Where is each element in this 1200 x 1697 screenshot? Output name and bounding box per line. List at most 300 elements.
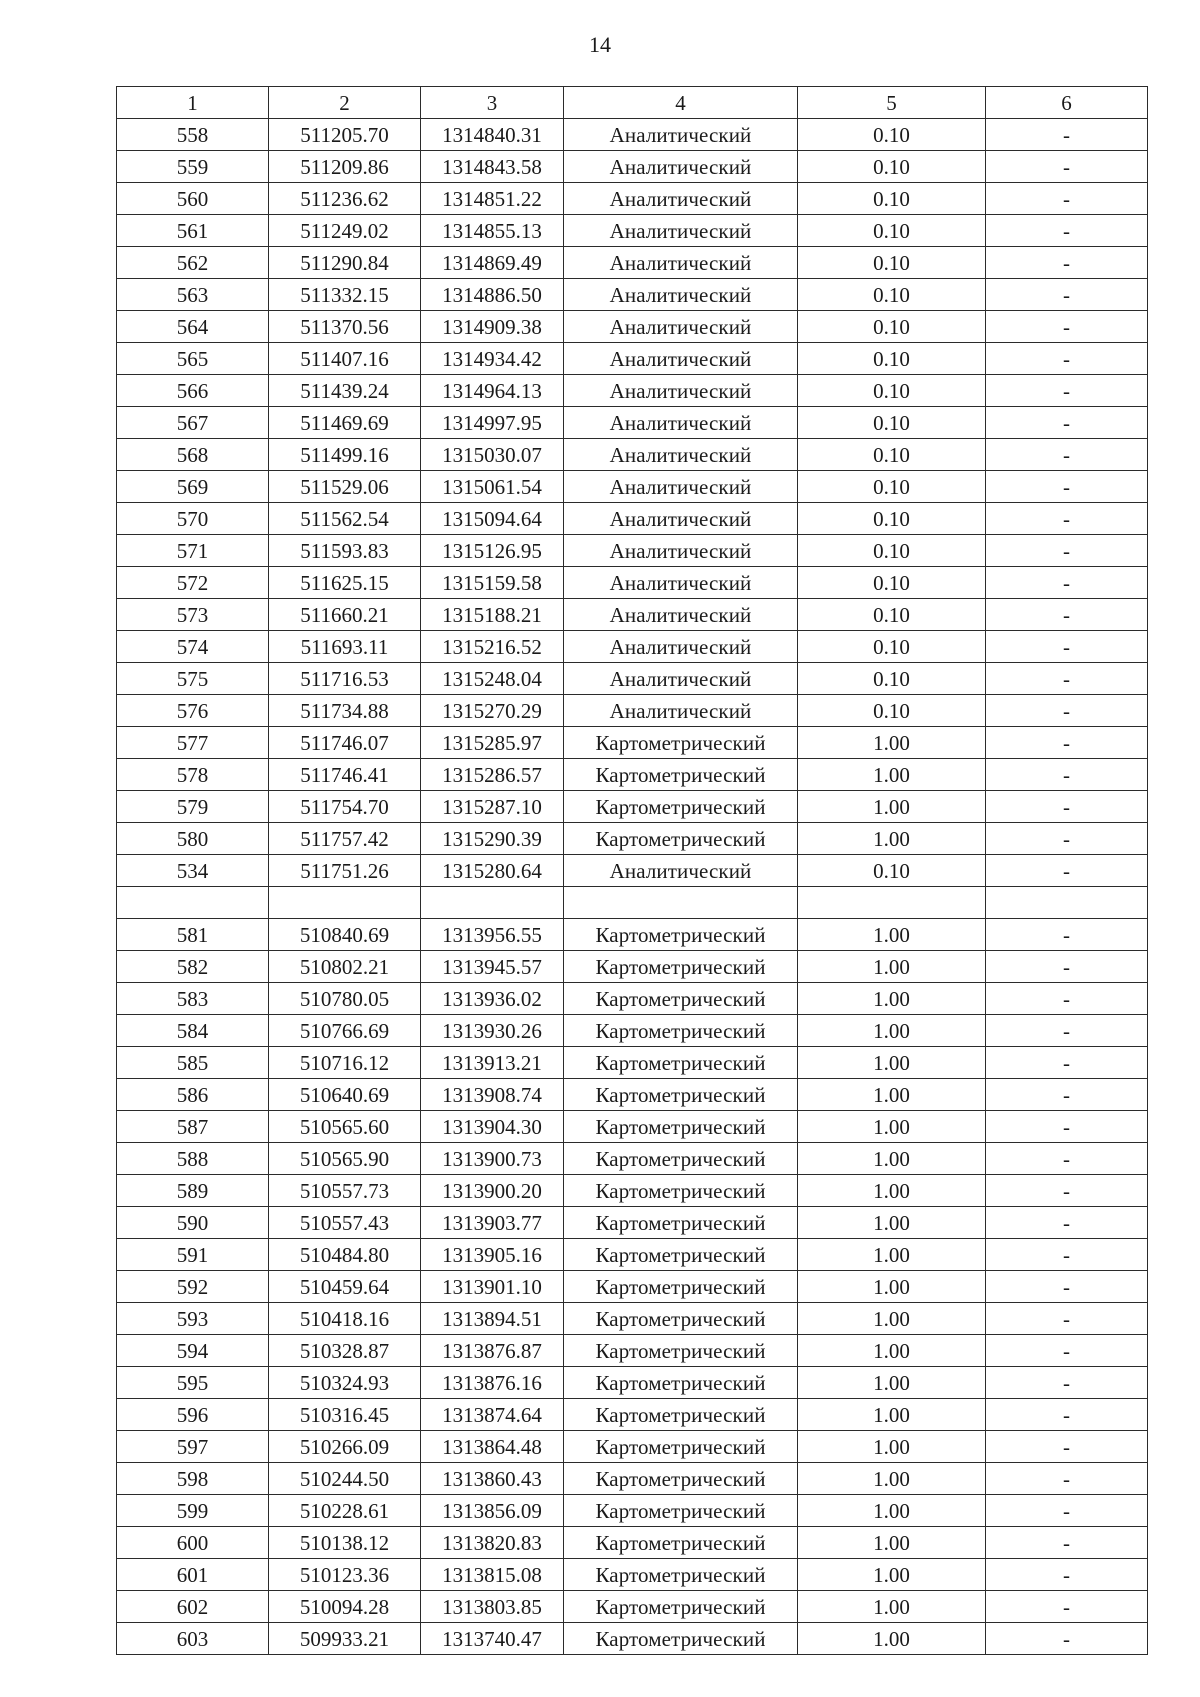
table-row: [117, 407, 1148, 439]
x-coordinate-cell: 511751.26: [269, 855, 421, 887]
accuracy-cell: 1.00: [798, 1335, 986, 1367]
method-cell: Аналитический: [564, 375, 798, 407]
accuracy-cell: 1.00: [798, 1431, 986, 1463]
note-cell: -: [986, 279, 1148, 311]
method-cell: Картометрический: [564, 1015, 798, 1047]
method-cell: Аналитический: [564, 535, 798, 567]
accuracy-cell: 1.00: [798, 983, 986, 1015]
x-coordinate-cell: 510418.16: [269, 1303, 421, 1335]
note-cell: -: [986, 343, 1148, 375]
point-number-cell: 601: [117, 1559, 269, 1591]
table-row: [117, 1495, 1148, 1527]
x-coordinate-cell: 510328.87: [269, 1335, 421, 1367]
point-number-cell: 588: [117, 1143, 269, 1175]
point-number-cell: 562: [117, 247, 269, 279]
y-coordinate-cell: 1314964.13: [421, 375, 564, 407]
table-row: [117, 599, 1148, 631]
method-cell: Аналитический: [564, 599, 798, 631]
method-cell: Картометрический: [564, 1239, 798, 1271]
accuracy-cell: 0.10: [798, 567, 986, 599]
point-number-cell: 573: [117, 599, 269, 631]
table-row: [117, 1079, 1148, 1111]
method-cell: Картометрический: [564, 823, 798, 855]
method-cell: Картометрический: [564, 1591, 798, 1623]
table-row: [117, 983, 1148, 1015]
method-cell: Аналитический: [564, 631, 798, 663]
method-cell: Картометрический: [564, 1463, 798, 1495]
accuracy-cell: 1.00: [798, 1303, 986, 1335]
y-coordinate-cell: 1313905.16: [421, 1239, 564, 1271]
note-cell: -: [986, 215, 1148, 247]
x-coordinate-cell: 510565.90: [269, 1143, 421, 1175]
accuracy-cell: 0.10: [798, 471, 986, 503]
x-coordinate-cell: 510123.36: [269, 1559, 421, 1591]
point-number-cell: [117, 887, 269, 919]
table-row: [117, 1207, 1148, 1239]
x-coordinate-cell: 511209.86: [269, 151, 421, 183]
note-cell: -: [986, 375, 1148, 407]
accuracy-cell: [798, 887, 986, 919]
y-coordinate-cell: 1315287.10: [421, 791, 564, 823]
point-number-cell: 580: [117, 823, 269, 855]
accuracy-cell: 1.00: [798, 1239, 986, 1271]
note-cell: -: [986, 1591, 1148, 1623]
y-coordinate-cell: 1315061.54: [421, 471, 564, 503]
y-coordinate-cell: 1313874.64: [421, 1399, 564, 1431]
y-coordinate-cell: 1314997.95: [421, 407, 564, 439]
table-row: [117, 1463, 1148, 1495]
table-row: [117, 535, 1148, 567]
note-cell: -: [986, 535, 1148, 567]
note-cell: -: [986, 567, 1148, 599]
accuracy-cell: 1.00: [798, 1143, 986, 1175]
x-coordinate-cell: 511734.88: [269, 695, 421, 727]
method-cell: Аналитический: [564, 247, 798, 279]
accuracy-cell: 0.10: [798, 439, 986, 471]
y-coordinate-cell: 1313803.85: [421, 1591, 564, 1623]
note-cell: -: [986, 1207, 1148, 1239]
accuracy-cell: 1.00: [798, 1527, 986, 1559]
method-cell: [564, 887, 798, 919]
x-coordinate-cell: 510484.80: [269, 1239, 421, 1271]
method-cell: Картометрический: [564, 1207, 798, 1239]
accuracy-cell: 1.00: [798, 759, 986, 791]
method-cell: Картометрический: [564, 1335, 798, 1367]
note-cell: -: [986, 1623, 1148, 1655]
method-cell: Аналитический: [564, 119, 798, 151]
table-row: [117, 855, 1148, 887]
table-row: [117, 1047, 1148, 1079]
accuracy-cell: 1.00: [798, 1495, 986, 1527]
method-cell: Картометрический: [564, 1367, 798, 1399]
method-cell: Аналитический: [564, 471, 798, 503]
x-coordinate-cell: 510557.43: [269, 1207, 421, 1239]
note-cell: -: [986, 439, 1148, 471]
x-coordinate-cell: 511236.62: [269, 183, 421, 215]
x-coordinate-cell: 510565.60: [269, 1111, 421, 1143]
note-cell: -: [986, 503, 1148, 535]
method-cell: Аналитический: [564, 343, 798, 375]
accuracy-cell: 1.00: [798, 1559, 986, 1591]
y-coordinate-cell: 1315126.95: [421, 535, 564, 567]
accuracy-cell: 1.00: [798, 1591, 986, 1623]
table-row: [117, 1559, 1148, 1591]
method-cell: Аналитический: [564, 503, 798, 535]
y-coordinate-cell: 1315290.39: [421, 823, 564, 855]
note-cell: -: [986, 183, 1148, 215]
method-cell: Картометрический: [564, 983, 798, 1015]
point-number-cell: 571: [117, 535, 269, 567]
y-coordinate-cell: 1314934.42: [421, 343, 564, 375]
y-coordinate-cell: 1313876.16: [421, 1367, 564, 1399]
table-row: [117, 951, 1148, 983]
point-number-cell: 576: [117, 695, 269, 727]
x-coordinate-cell: 510324.93: [269, 1367, 421, 1399]
note-cell: -: [986, 1527, 1148, 1559]
accuracy-cell: 0.10: [798, 343, 986, 375]
table-header-row: [117, 87, 1148, 119]
table-separator-row: [117, 887, 1148, 919]
method-cell: Картометрический: [564, 1111, 798, 1143]
table-row: [117, 791, 1148, 823]
method-cell: Картометрический: [564, 1047, 798, 1079]
note-cell: -: [986, 1431, 1148, 1463]
x-coordinate-cell: 510094.28: [269, 1591, 421, 1623]
point-number-cell: 569: [117, 471, 269, 503]
point-number-cell: 581: [117, 919, 269, 951]
note-cell: -: [986, 151, 1148, 183]
accuracy-cell: 1.00: [798, 1623, 986, 1655]
x-coordinate-cell: 511499.16: [269, 439, 421, 471]
point-number-cell: 574: [117, 631, 269, 663]
x-coordinate-cell: 510228.61: [269, 1495, 421, 1527]
accuracy-cell: 1.00: [798, 1175, 986, 1207]
method-cell: Аналитический: [564, 663, 798, 695]
x-coordinate-cell: 510459.64: [269, 1271, 421, 1303]
x-coordinate-cell: 511625.15: [269, 567, 421, 599]
x-coordinate-cell: 511290.84: [269, 247, 421, 279]
point-number-cell: 534: [117, 855, 269, 887]
note-cell: -: [986, 791, 1148, 823]
point-number-cell: 583: [117, 983, 269, 1015]
point-number-cell: 598: [117, 1463, 269, 1495]
accuracy-cell: 1.00: [798, 1271, 986, 1303]
table-row: [117, 215, 1148, 247]
note-cell: -: [986, 1271, 1148, 1303]
point-number-cell: 587: [117, 1111, 269, 1143]
accuracy-cell: 1.00: [798, 951, 986, 983]
table-row: [117, 1623, 1148, 1655]
x-coordinate-cell: 511693.11: [269, 631, 421, 663]
point-number-cell: 599: [117, 1495, 269, 1527]
y-coordinate-cell: 1313913.21: [421, 1047, 564, 1079]
y-coordinate-cell: 1315216.52: [421, 631, 564, 663]
column-header-1: 1: [117, 87, 269, 119]
point-number-cell: 578: [117, 759, 269, 791]
accuracy-cell: 1.00: [798, 1207, 986, 1239]
method-cell: Картометрический: [564, 1495, 798, 1527]
note-cell: [986, 887, 1148, 919]
method-cell: Картометрический: [564, 919, 798, 951]
y-coordinate-cell: 1314855.13: [421, 215, 564, 247]
x-coordinate-cell: 511469.69: [269, 407, 421, 439]
note-cell: -: [986, 631, 1148, 663]
table-row: [117, 1367, 1148, 1399]
y-coordinate-cell: 1313876.87: [421, 1335, 564, 1367]
accuracy-cell: 0.10: [798, 631, 986, 663]
point-number-cell: 602: [117, 1591, 269, 1623]
table-row: [117, 1303, 1148, 1335]
table-row: [117, 503, 1148, 535]
method-cell: Аналитический: [564, 407, 798, 439]
y-coordinate-cell: 1314909.38: [421, 311, 564, 343]
point-number-cell: 597: [117, 1431, 269, 1463]
note-cell: -: [986, 1303, 1148, 1335]
accuracy-cell: 1.00: [798, 791, 986, 823]
x-coordinate-cell: 510640.69: [269, 1079, 421, 1111]
x-coordinate-cell: 509933.21: [269, 1623, 421, 1655]
y-coordinate-cell: 1315030.07: [421, 439, 564, 471]
table-row: [117, 1239, 1148, 1271]
y-coordinate-cell: 1313904.30: [421, 1111, 564, 1143]
accuracy-cell: 0.10: [798, 183, 986, 215]
note-cell: -: [986, 1399, 1148, 1431]
table-row: [117, 567, 1148, 599]
x-coordinate-cell: 511660.21: [269, 599, 421, 631]
x-coordinate-cell: 510244.50: [269, 1463, 421, 1495]
x-coordinate-cell: 511370.56: [269, 311, 421, 343]
accuracy-cell: 1.00: [798, 1015, 986, 1047]
note-cell: -: [986, 1143, 1148, 1175]
note-cell: -: [986, 695, 1148, 727]
note-cell: -: [986, 951, 1148, 983]
x-coordinate-cell: 510716.12: [269, 1047, 421, 1079]
x-coordinate-cell: 511716.53: [269, 663, 421, 695]
table-row: [117, 1431, 1148, 1463]
note-cell: -: [986, 1463, 1148, 1495]
y-coordinate-cell: 1315159.58: [421, 567, 564, 599]
y-coordinate-cell: 1313956.55: [421, 919, 564, 951]
y-coordinate-cell: 1313945.57: [421, 951, 564, 983]
method-cell: Картометрический: [564, 1143, 798, 1175]
y-coordinate-cell: 1315248.04: [421, 663, 564, 695]
y-coordinate-cell: 1315286.57: [421, 759, 564, 791]
note-cell: -: [986, 1239, 1148, 1271]
y-coordinate-cell: 1314851.22: [421, 183, 564, 215]
point-number-cell: 591: [117, 1239, 269, 1271]
table-row: [117, 727, 1148, 759]
note-cell: -: [986, 727, 1148, 759]
y-coordinate-cell: 1313936.02: [421, 983, 564, 1015]
table-row: [117, 663, 1148, 695]
x-coordinate-cell: 511332.15: [269, 279, 421, 311]
x-coordinate-cell: 511529.06: [269, 471, 421, 503]
y-coordinate-cell: 1315270.29: [421, 695, 564, 727]
method-cell: Аналитический: [564, 695, 798, 727]
point-number-cell: 585: [117, 1047, 269, 1079]
x-coordinate-cell: 510780.05: [269, 983, 421, 1015]
method-cell: Аналитический: [564, 183, 798, 215]
point-number-cell: 568: [117, 439, 269, 471]
x-coordinate-cell: 510802.21: [269, 951, 421, 983]
table-row: [117, 1111, 1148, 1143]
point-number-cell: 592: [117, 1271, 269, 1303]
table-row: [117, 1591, 1148, 1623]
accuracy-cell: 0.10: [798, 599, 986, 631]
table-row: [117, 247, 1148, 279]
accuracy-cell: 1.00: [798, 1463, 986, 1495]
note-cell: -: [986, 1335, 1148, 1367]
point-number-cell: 563: [117, 279, 269, 311]
accuracy-cell: 0.10: [798, 663, 986, 695]
point-number-cell: 558: [117, 119, 269, 151]
accuracy-cell: 0.10: [798, 855, 986, 887]
method-cell: Картометрический: [564, 1623, 798, 1655]
table-row: [117, 1175, 1148, 1207]
method-cell: Картометрический: [564, 1431, 798, 1463]
table-body: [117, 87, 1148, 1655]
method-cell: Картометрический: [564, 1559, 798, 1591]
accuracy-cell: 1.00: [798, 727, 986, 759]
y-coordinate-cell: 1313908.74: [421, 1079, 564, 1111]
accuracy-cell: 1.00: [798, 1367, 986, 1399]
accuracy-cell: 0.10: [798, 407, 986, 439]
table-row: [117, 1335, 1148, 1367]
note-cell: -: [986, 311, 1148, 343]
method-cell: Аналитический: [564, 311, 798, 343]
x-coordinate-cell: 511757.42: [269, 823, 421, 855]
accuracy-cell: 0.10: [798, 375, 986, 407]
y-coordinate-cell: 1314843.58: [421, 151, 564, 183]
y-coordinate-cell: 1313900.73: [421, 1143, 564, 1175]
table-row: [117, 439, 1148, 471]
point-number-cell: 565: [117, 343, 269, 375]
point-number-cell: 566: [117, 375, 269, 407]
method-cell: Картометрический: [564, 1303, 798, 1335]
table-row: [117, 1527, 1148, 1559]
table-row: [117, 823, 1148, 855]
column-header-5: 5: [798, 87, 986, 119]
note-cell: -: [986, 1367, 1148, 1399]
method-cell: Картометрический: [564, 1079, 798, 1111]
column-header-4: 4: [564, 87, 798, 119]
table-row: [117, 631, 1148, 663]
column-header-6: 6: [986, 87, 1148, 119]
y-coordinate-cell: [421, 887, 564, 919]
table-row: [117, 343, 1148, 375]
y-coordinate-cell: 1313864.48: [421, 1431, 564, 1463]
table-row: [117, 279, 1148, 311]
y-coordinate-cell: 1313930.26: [421, 1015, 564, 1047]
accuracy-cell: 0.10: [798, 311, 986, 343]
point-number-cell: 579: [117, 791, 269, 823]
method-cell: Картометрический: [564, 951, 798, 983]
point-number-cell: 593: [117, 1303, 269, 1335]
method-cell: Аналитический: [564, 279, 798, 311]
y-coordinate-cell: 1315280.64: [421, 855, 564, 887]
note-cell: -: [986, 1559, 1148, 1591]
note-cell: -: [986, 1111, 1148, 1143]
y-coordinate-cell: 1315188.21: [421, 599, 564, 631]
note-cell: -: [986, 1175, 1148, 1207]
point-number-cell: 564: [117, 311, 269, 343]
accuracy-cell: 0.10: [798, 119, 986, 151]
point-number-cell: 595: [117, 1367, 269, 1399]
x-coordinate-cell: 511754.70: [269, 791, 421, 823]
note-cell: -: [986, 759, 1148, 791]
method-cell: Картометрический: [564, 1175, 798, 1207]
table-row: [117, 471, 1148, 503]
note-cell: -: [986, 919, 1148, 951]
note-cell: -: [986, 471, 1148, 503]
point-number-cell: 600: [117, 1527, 269, 1559]
accuracy-cell: 1.00: [798, 1047, 986, 1079]
x-coordinate-cell: [269, 887, 421, 919]
accuracy-cell: 1.00: [798, 823, 986, 855]
x-coordinate-cell: 511205.70: [269, 119, 421, 151]
accuracy-cell: 1.00: [798, 1399, 986, 1431]
point-number-cell: 577: [117, 727, 269, 759]
y-coordinate-cell: 1313903.77: [421, 1207, 564, 1239]
x-coordinate-cell: 510840.69: [269, 919, 421, 951]
point-number-cell: 572: [117, 567, 269, 599]
accuracy-cell: 0.10: [798, 535, 986, 567]
coordinates-table: [116, 86, 1148, 1655]
table-row: [117, 375, 1148, 407]
note-cell: -: [986, 247, 1148, 279]
y-coordinate-cell: 1313900.20: [421, 1175, 564, 1207]
y-coordinate-cell: 1313860.43: [421, 1463, 564, 1495]
x-coordinate-cell: 510138.12: [269, 1527, 421, 1559]
point-number-cell: 559: [117, 151, 269, 183]
method-cell: Аналитический: [564, 567, 798, 599]
x-coordinate-cell: 510266.09: [269, 1431, 421, 1463]
accuracy-cell: 0.10: [798, 247, 986, 279]
point-number-cell: 560: [117, 183, 269, 215]
accuracy-cell: 0.10: [798, 151, 986, 183]
method-cell: Картометрический: [564, 1527, 798, 1559]
table-row: [117, 919, 1148, 951]
note-cell: -: [986, 1495, 1148, 1527]
note-cell: -: [986, 599, 1148, 631]
y-coordinate-cell: 1313901.10: [421, 1271, 564, 1303]
accuracy-cell: 0.10: [798, 215, 986, 247]
method-cell: Картометрический: [564, 1399, 798, 1431]
x-coordinate-cell: 511562.54: [269, 503, 421, 535]
y-coordinate-cell: 1315094.64: [421, 503, 564, 535]
note-cell: -: [986, 855, 1148, 887]
x-coordinate-cell: 510557.73: [269, 1175, 421, 1207]
point-number-cell: 594: [117, 1335, 269, 1367]
note-cell: -: [986, 983, 1148, 1015]
note-cell: -: [986, 1079, 1148, 1111]
method-cell: Картометрический: [564, 727, 798, 759]
x-coordinate-cell: 511746.07: [269, 727, 421, 759]
point-number-cell: 582: [117, 951, 269, 983]
note-cell: -: [986, 1015, 1148, 1047]
y-coordinate-cell: 1314886.50: [421, 279, 564, 311]
note-cell: -: [986, 1047, 1148, 1079]
accuracy-cell: 0.10: [798, 695, 986, 727]
method-cell: Картометрический: [564, 759, 798, 791]
point-number-cell: 584: [117, 1015, 269, 1047]
table-row: [117, 759, 1148, 791]
accuracy-cell: 0.10: [798, 503, 986, 535]
y-coordinate-cell: 1314840.31: [421, 119, 564, 151]
point-number-cell: 575: [117, 663, 269, 695]
x-coordinate-cell: 511439.24: [269, 375, 421, 407]
point-number-cell: 596: [117, 1399, 269, 1431]
